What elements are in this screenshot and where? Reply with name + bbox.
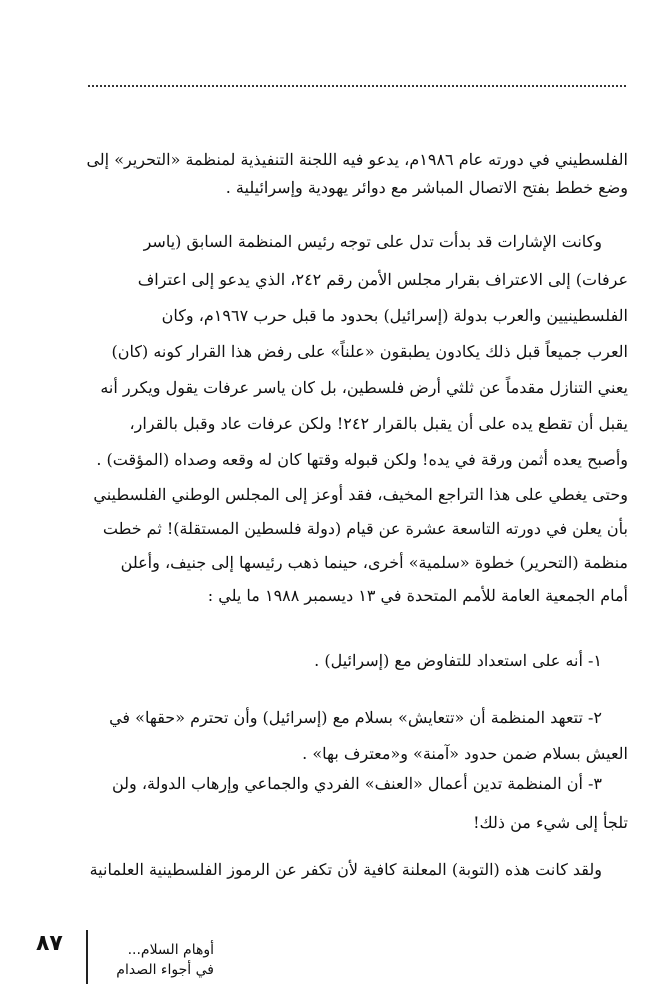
- paragraph-3: [82, 852, 628, 888]
- list-item-2: [82, 700, 628, 772]
- paragraph-line: وضع خطط بفتح الاتصال المباشر مع دوائر يهودية وإسرائيلية .: [225, 178, 628, 197]
- book-title-line-2: في أجواء الصدام: [116, 962, 214, 978]
- paragraph-line: يقبل أن تقطع يده على أن يقبل بالقرار ٢٤٢! ولكن عرفات عاد وقبل بالقرار،: [129, 414, 628, 433]
- page-footer: [36, 926, 216, 986]
- paragraph-line: الفلسطيني في دورته عام ١٩٨٦م، يدعو فيه اللجنة التنفيذية لمنظمة «التحرير» إلى: [86, 150, 628, 169]
- paragraph-line: أمام الجمعية العامة للأمم المتحدة في ١٣ ديسمبر ١٩٨٨ ما يلي :: [207, 586, 628, 605]
- header-dotted-rule: [88, 85, 626, 87]
- list-item-line: ٣- أن المنظمة تدين أعمال «العنف» الفردي والجماعي وإرهاب الدولة، ولن: [111, 774, 602, 793]
- list-item-line: العيش بسلام ضمن حدود «آمنة» و«معترف بها» .: [302, 744, 628, 763]
- paragraph-line: ولقد كانت هذه (التوبة) المعلنة كافية لأن تكفر عن الرموز الفلسطينية العلمانية: [89, 860, 602, 879]
- running-book-title: [94, 940, 214, 980]
- paragraph-line: وأصبح يعده أثمن ورقة في يده! ولكن قبوله وقتها كان له وقعه وصداه (المؤقت) .: [96, 450, 628, 469]
- paragraph-1: [82, 146, 628, 202]
- paragraph-2: [82, 222, 628, 612]
- paragraph-line: عرفات) إلى الاعتراف بقرار مجلس الأمن رقم ٢٤٢، الذي يدعو إلى اعتراف: [137, 270, 628, 289]
- list-item-line: ٢- تتعهد المنظمة أن «تتعايش» بسلام مع (إسرائيل) وأن تحترم «حقها» في: [109, 708, 602, 727]
- footer-divider: [86, 930, 88, 984]
- page-number: ٨٧: [36, 931, 63, 956]
- paragraph-line: يعني التنازل مقدماً عن ثلثي أرض فلسطين، بل كان ياسر عرفات يقول ويكرر أنه: [100, 378, 628, 397]
- book-title-line-1: أوهام السلام...: [127, 942, 214, 958]
- paragraph-line: الفلسطينيين والعرب بدولة (إسرائيل) بحدود ما قبل حرب ١٩٦٧م، وكان: [161, 306, 628, 325]
- list-item-line: تلجأ إلى شيء من ذلك!: [473, 813, 628, 832]
- paragraph-line: وحتى يغطي على هذا التراجع المخيف، فقد أوعز إلى المجلس الوطني الفلسطيني: [93, 485, 628, 504]
- list-item-3: [82, 763, 628, 841]
- list-item-1: [82, 643, 628, 679]
- paragraph-line: العرب جميعاً قبل ذلك يكادون يطبقون «علناً» على رفض هذا القرار كونه (كان): [111, 342, 628, 361]
- paragraph-line: بأن يعلن في دورته التاسعة عشرة عن قيام (دولة فلسطين المستقلة)! ثم خطت: [102, 519, 628, 538]
- paragraph-line: وكانت الإشارات قد بدأت تدل على توجه رئيس المنظمة السابق (ياسر: [143, 232, 602, 251]
- paragraph-line: منظمة (التحرير) خطوة «سلمية» أخرى، حينما ذهب رئيسها إلى جنيف، وأعلن: [120, 553, 628, 572]
- list-item-line: ١- أنه على استعداد للتفاوض مع (إسرائيل) .: [314, 651, 602, 670]
